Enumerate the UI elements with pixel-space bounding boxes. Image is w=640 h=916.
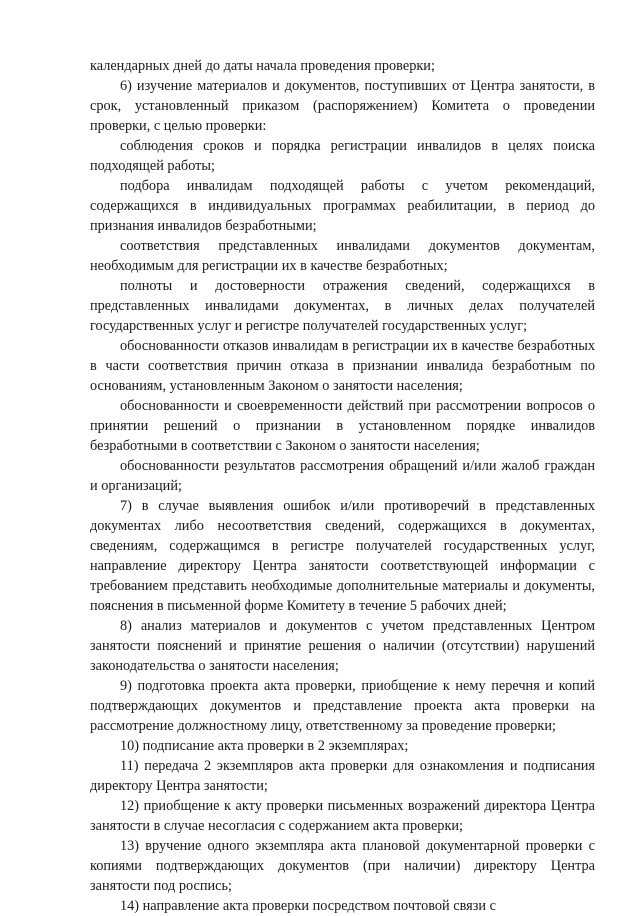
paragraph-11: 8) анализ материалов и документов с учетом представленных Центром занятости пояснений и принятие решения о наличии (отсутствии) нарушений законодательства о занятости населения; <box>90 618 595 674</box>
paragraph-6: полноты и достоверности отражения сведений, содержащихся в представленных инвалидами документах, в личных делах получателей государственных услуг и регистре получателей государственных услуг; <box>90 278 595 334</box>
paragraph-10: 7) в случае выявления ошибок и/или противоречий в представленных документах либо несоответствия сведений, содержащихся в документах, сведениям, содержащимся в регистре получателей государственных услуг, направление директору Центра занятости соответствующей информации с требованием представить необходимые дополнительные материалы и документы, пояснения в письменной форме Комитету в течение 5 рабочих дней; <box>90 498 595 614</box>
paragraph-17: 14) направление акта проверки посредством почтовой связи с <box>120 898 496 914</box>
paragraph-1: календарных дней до даты начала проведения проверки; <box>90 58 435 74</box>
paragraph-15: 12) приобщение к акту проверки письменных возражений директора Центра занятости в случае несогласия с содержанием акта проверки; <box>90 798 595 834</box>
paragraph-3: соблюдения сроков и порядка регистрации инвалидов в целях поиска подходящей работы; <box>90 138 595 174</box>
paragraph-14: 11) передача 2 экземпляров акта проверки для ознакомления и подписания директору Центра занятости; <box>90 758 595 794</box>
paragraph-7: обоснованности отказов инвалидам в регистрации их в качестве безработных в части соответствия причин отказа в признании инвалида безработным по основаниям, установленным Законом о занятости населения; <box>90 338 595 394</box>
paragraph-5: соответствия представленных инвалидами документов документам, необходимым для регистрации их в качестве безработных; <box>90 238 595 274</box>
paragraph-16: 13) вручение одного экземпляра акта плановой документарной проверки с копиями подтверждающих документов (при наличии) директору Центра занятости под роспись; <box>90 838 595 894</box>
paragraph-2: 6) изучение материалов и документов, поступивших от Центра занятости, в срок, установленный приказом (распоряжением) Комитета о проведении проверки, с целью проверки: <box>90 78 595 134</box>
paragraph-9: обоснованности результатов рассмотрения обращений и/или жалоб граждан и организаций; <box>90 458 595 494</box>
paragraph-12: 9) подготовка проекта акта проверки, приобщение к нему перечня и копий подтверждающих документов и представление проекта акта проверки на рассмотрение должностному лицу, ответственному за проведение проверки; <box>90 678 595 734</box>
paragraph-8: обоснованности и своевременности действий при рассмотрении вопросов о принятии решений о признании в установленном порядке инвалидов безработными в соответствии с Законом о занятости населения; <box>90 398 595 454</box>
paragraph-4: подбора инвалидам подходящей работы с учетом рекомендаций, содержащихся в индивидуальных программах реабилитации, в период до признания инвалидов безработными; <box>90 178 595 234</box>
paragraph-13: 10) подписание акта проверки в 2 экземплярах; <box>120 738 409 754</box>
document-page <box>90 56 595 916</box>
